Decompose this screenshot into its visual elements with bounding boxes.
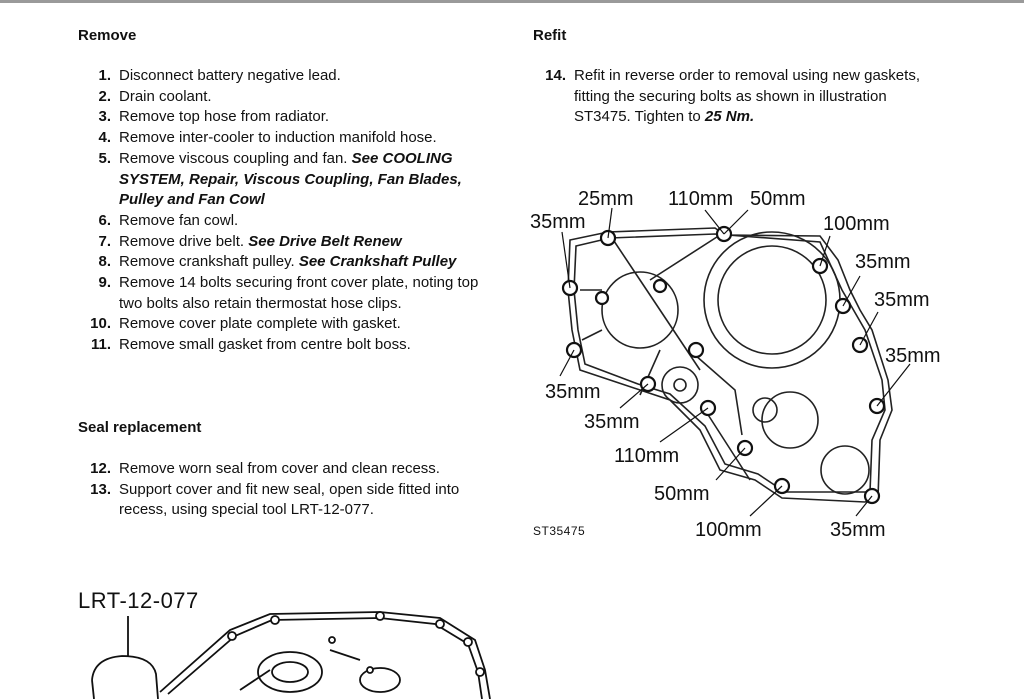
step-item <box>78 211 498 232</box>
step-text <box>119 66 498 87</box>
step-instruction: Remove inter-cooler to induction manifold hose. <box>119 129 437 147</box>
figure-caption: ST35475 <box>533 524 586 538</box>
step-instruction: Remove worn seal from cover and clean recess. <box>119 460 440 477</box>
step-item <box>78 480 498 521</box>
step-instruction: Remove small gasket from centre bolt boss. <box>119 336 411 354</box>
step-text <box>119 87 498 108</box>
label-top-110mm: 110mm <box>668 188 734 210</box>
seal-tool-illustration <box>80 610 500 699</box>
step-number: 1. <box>98 67 111 84</box>
step-text <box>119 314 498 335</box>
seal-steps-list <box>78 459 498 521</box>
label-right-35mm-c: 35mm <box>885 345 941 367</box>
step-number: 5. <box>98 149 111 167</box>
step-text <box>119 459 498 480</box>
label-right-100mm: 100mm <box>823 213 890 235</box>
step-item <box>78 128 498 149</box>
step-number: 6. <box>98 211 111 229</box>
step-number: 14. <box>545 67 566 84</box>
step-item <box>78 107 498 128</box>
step-number: 4. <box>98 129 111 147</box>
step-item <box>78 252 498 273</box>
step-reference: See Crankshaft Pulley <box>298 253 457 271</box>
step-text <box>119 149 498 211</box>
label-top-50mm: 50mm <box>750 188 806 210</box>
label-right-35mm-b: 35mm <box>874 289 930 311</box>
label-mid-110mm: 110mm <box>614 445 680 467</box>
step-item <box>533 66 933 128</box>
step-number: 10. <box>90 315 111 333</box>
top-border <box>0 0 1024 3</box>
step-text <box>119 211 498 232</box>
refit-heading: Refit <box>533 27 567 44</box>
refit-steps-list <box>533 66 933 128</box>
step-text <box>119 273 498 314</box>
label-mid-35mm: 35mm <box>584 411 640 433</box>
step-text <box>119 252 498 273</box>
step-text <box>574 66 933 128</box>
step-instruction: Remove 14 bolts securing front cover plate, noting top two bolts also retain thermostat hose clips. <box>119 274 479 312</box>
step-number: 13. <box>90 480 111 498</box>
seal-replacement-heading: Seal replacement <box>78 419 202 436</box>
step-number: 3. <box>98 108 111 126</box>
step-instruction: Remove fan cowl. <box>119 211 239 229</box>
step-item <box>78 273 498 314</box>
remove-steps-list <box>78 66 498 356</box>
step-number: 8. <box>98 253 111 271</box>
step-text <box>119 128 498 149</box>
step-instruction: Disconnect battery negative lead. <box>119 67 341 84</box>
label-top-left-35mm: 35mm <box>530 211 586 233</box>
label-low-50mm: 50mm <box>654 483 710 505</box>
front-cover-bolt-diagram <box>520 180 980 550</box>
step-item <box>78 232 498 253</box>
step-item <box>78 459 498 480</box>
label-right-35mm-a: 35mm <box>855 251 911 273</box>
step-number: 2. <box>98 87 111 105</box>
label-top-25mm: 25mm <box>578 188 634 210</box>
step-number: 11. <box>90 336 111 354</box>
step-instruction: Support cover and fit new seal, open side fitted into recess, using special tool LRT-12-077. <box>119 480 460 519</box>
step-reference: 25 Nm. <box>704 108 755 126</box>
step-instruction: Remove crankshaft pulley. <box>119 253 299 271</box>
step-reference: See COOLING SYSTEM, Repair, Viscous Coupling, Fan Blades, Pulley and Fan Cowl <box>119 149 462 209</box>
step-text <box>119 232 498 253</box>
step-instruction: Remove drive belt. <box>119 232 249 250</box>
step-item <box>78 149 498 211</box>
step-text <box>119 335 498 356</box>
step-instruction: Remove top hose from radiator. <box>119 108 330 126</box>
step-item <box>78 87 498 108</box>
step-reference: See Drive Belt Renew <box>248 232 402 250</box>
step-instruction: Drain coolant. <box>119 87 212 105</box>
step-item <box>78 335 498 356</box>
label-bottom-35mm: 35mm <box>830 519 886 541</box>
step-number: 7. <box>98 232 111 250</box>
tool-label: LRT-12-077 <box>78 588 199 613</box>
step-number: 9. <box>98 274 111 292</box>
step-text <box>119 107 498 128</box>
step-instruction: Refit in reverse order to removal using new gaskets, fitting the securing bolts as shown in illustration ST3475. Tighten to <box>574 67 920 126</box>
remove-heading: Remove <box>78 27 137 44</box>
step-number: 12. <box>90 460 111 477</box>
step-instruction: Remove viscous coupling and fan. <box>119 149 352 167</box>
step-item <box>78 314 498 335</box>
label-left-35mm: 35mm <box>545 381 601 403</box>
step-text <box>119 480 498 521</box>
step-item <box>78 66 498 87</box>
label-bottom-100mm: 100mm <box>695 519 762 541</box>
step-instruction: Remove cover plate complete with gasket. <box>119 315 401 333</box>
